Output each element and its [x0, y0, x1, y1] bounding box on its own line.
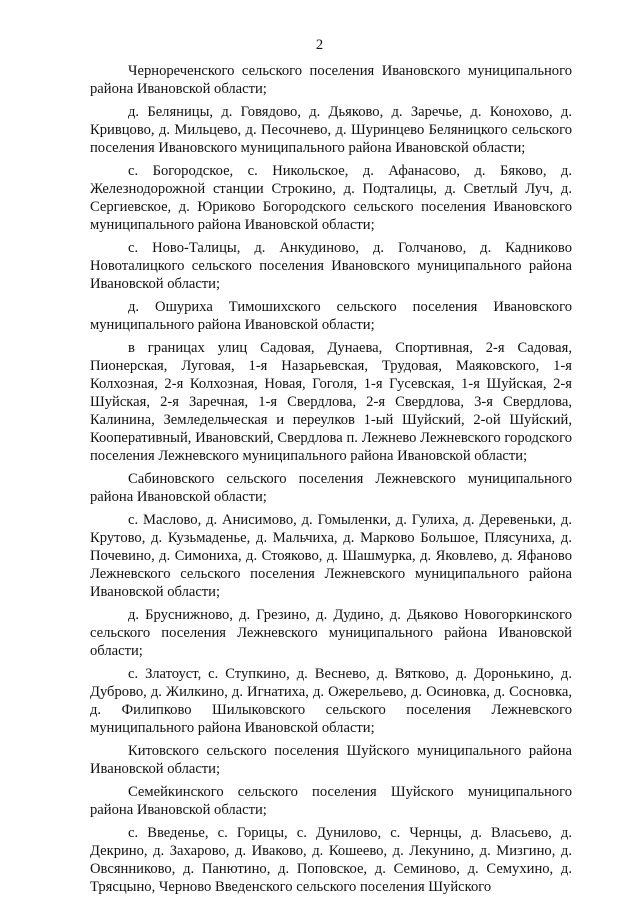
page-number: 2	[315, 37, 324, 53]
paragraph-novo-talitsy: с. Ново-Талицы, д. Анкудиново, д. Голчаново, д. Кадниково Новоталицкого сельского поселения Ивановского муниципального района Ивановской области;	[90, 240, 572, 292]
paragraph-brusnizhnovo: д. Бруснижново, д. Грезино, д. Дудино, д. Дьяково Новогоркинского сельского поселения Лежневского муниципального района Ивановской области;	[90, 607, 572, 659]
paragraph-chernorechensky: Чернореченского сельского поселения Ивановского муниципального района Ивановской области;	[90, 63, 572, 97]
paragraph-kitovsky: Китовского сельского поселения Шуйского муниципального района Ивановской области;	[90, 743, 572, 777]
paragraph-zlatoust: с. Златоуст, с. Ступкино, д. Веснево, д. Вятково, д. Доронькино, д. Дуброво, д. Жилкино, д. Игнатиха, д. Ожерельево, д. Осиновка, д. Сосновка, д. Филипково Шилыковского сельского поселения Лежневского муниципального района Ивановской области;	[90, 666, 572, 736]
paragraph-maslovo: с. Маслово, д. Анисимово, д. Гомыленки, д. Гулиха, д. Деревеньки, д. Крутово, д. Кузьмаденье, д. Мальчиха, д. Марково Большое, Плясуниха, д. Почевино, д. Симониха, д. Стояково, д. Шашмурка, д. Яковлево, д. Яфаново Лежневского сельского поселения Лежневского муниципального района Ивановской области;	[90, 512, 572, 600]
paragraph-oshurikha: д. Ошуриха Тимошихского сельского поселения Ивановского муниципального района Ивановской области;	[90, 299, 572, 333]
document-body	[90, 62, 572, 901]
paragraph-semeikinsky: Семейкинского сельского поселения Шуйского муниципального района Ивановской области;	[90, 784, 572, 818]
paragraph-sabinovsky: Сабиновского сельского поселения Лежневского муниципального района Ивановской области;	[90, 471, 572, 505]
paragraph-vvedenye: с. Введенье, с. Горицы, с. Дунилово, с. Чернцы, д. Власьево, д. Декрино, д. Захарово, д. Иваково, д. Кошеево, д. Лекунино, д. Мизгино, д. Овсянниково, д. Панютино, д. Поповское, д. Семиново, д. Семухино, д. Трясцыно, Черново Введенского сельского поселения Шуйского	[90, 825, 572, 895]
paragraph-bogorodskoe: с. Богородское, с. Никольское, д. Афанасово, д. Бяково, д. Железнодорожной станции Строкино, д. Подталицы, д. Светлый Луч, д. Сергиевское, д. Юриково Богородского сельского поселения Ивановского муниципального района Ивановской области;	[90, 163, 572, 233]
paragraph-belyanitsy: д. Беляницы, д. Говядово, д. Дьяково, д. Заречье, д. Коноховo, д. Кривцово, д. Мильцево, д. Песочнево, д. Шуринцево Беляницкого сельского поселения Ивановского муниципального района Ивановской области;	[90, 104, 572, 156]
paragraph-lezhnevo-streets: в границах улиц Садовая, Дунаева, Спортивная, 2-я Садовая, Пионерская, Луговая, 1-я Назарьевская, Трудовая, Маяковского, 1-я Колхозная, 2-я Колхозная, Новая, Гоголя, 1-я Гусевская, 1-я Шуйская, 2-я Шуйская, 2-я Заречная, 1-я Свердлова, 2-я Свердлова, 3-я Свердлова, Калинина, Земледельческая и переулков 1-ый Шуйский, 2-ой Шуйский, Кооперативный, Ивановский, Свердлова п. Лежнево Лежневского городского поселения Лежневского муниципального района Ивановской области;	[90, 340, 572, 464]
